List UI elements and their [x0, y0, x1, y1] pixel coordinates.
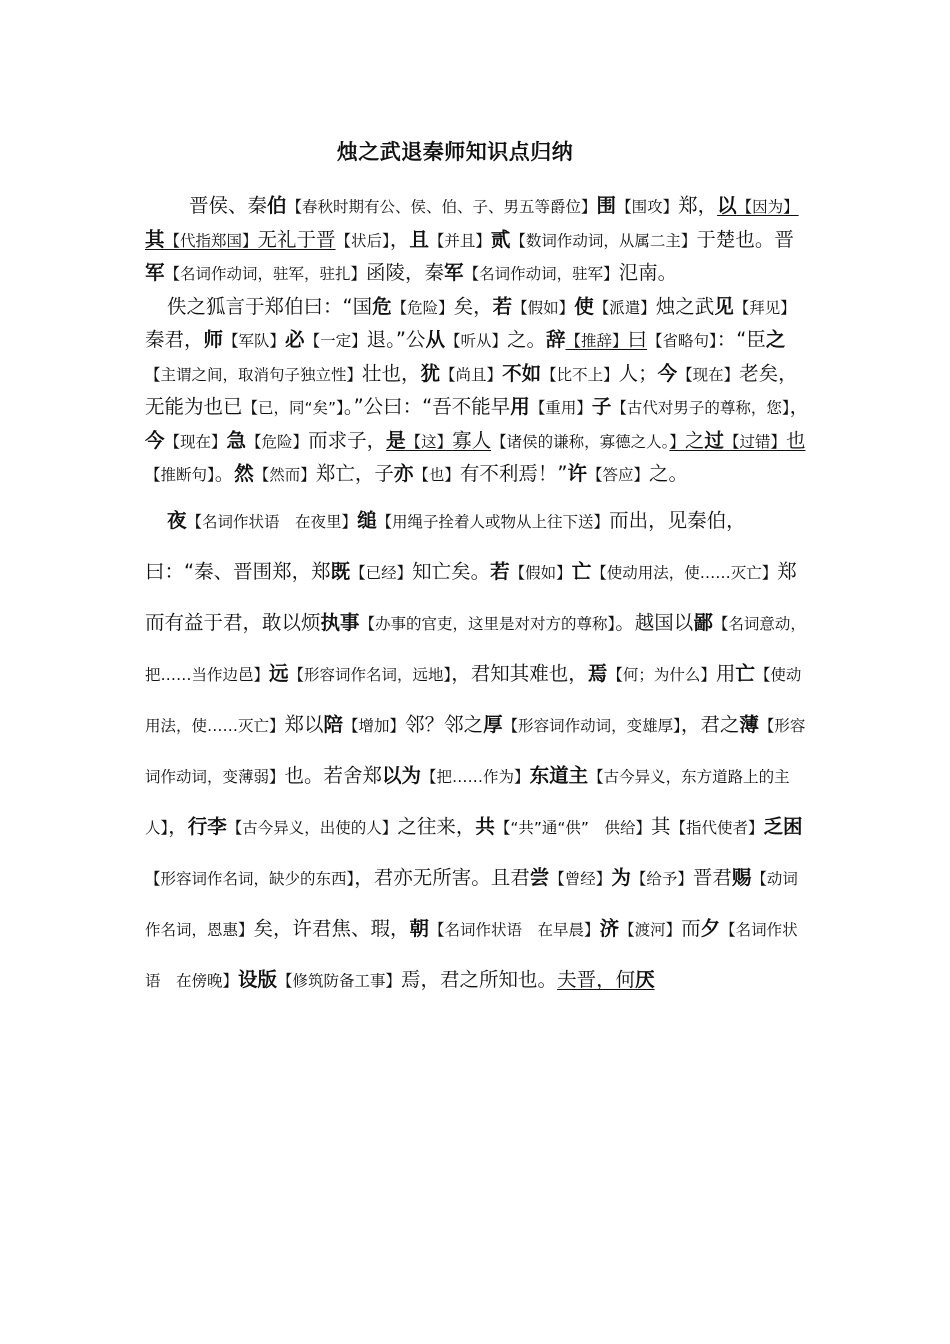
key-word: 见 [714, 294, 734, 318]
key-word: 若 [492, 294, 513, 318]
annotation: 【这】 [405, 432, 453, 451]
text-run: 其 [650, 814, 671, 838]
text-run: 。越国以 [615, 610, 694, 634]
text-run: 也 [785, 428, 806, 452]
annotation: 【形容词作动词，变薄弱】 [145, 716, 806, 786]
annotation: 【名词作动词，驻军，驻扎】 [164, 265, 367, 283]
text-run: 壮也， [362, 361, 421, 385]
annotation: 【古今异义，东方道路上的主人】 [145, 767, 790, 837]
key-word: 亦 [393, 462, 414, 485]
annotation: 】 [669, 432, 685, 451]
annotation: 【已经】 [350, 563, 413, 582]
text-run: 郑， [678, 194, 718, 217]
annotation: 【古代对男子的尊称，您】 [611, 399, 790, 417]
key-word: 行李 [187, 814, 227, 838]
key-word: 夜 [167, 508, 187, 532]
document-title: 烛之武退秦师知识点归纳 [336, 140, 574, 164]
key-word: 鄙 [693, 610, 713, 634]
annotation: 【也】 [413, 466, 460, 484]
key-word: 过 [704, 428, 724, 452]
annotation: 【指代使者】 [670, 818, 764, 837]
key-word: 今 [145, 428, 165, 452]
key-word: 以 [717, 194, 737, 217]
text-run: 。 [214, 462, 235, 485]
annotation: 【办事的官吏，这里是对对方的尊称】 [359, 614, 616, 633]
key-word: 伯 [267, 194, 287, 217]
annotation: 【已，同“矣”】 [242, 399, 344, 417]
annotation: 【用绳子拴着人或物从上往下送】 [376, 512, 610, 531]
text-run: ， [168, 814, 188, 838]
annotation: 【诸侯的谦称，寡德之人。 [491, 432, 670, 451]
key-word: 使 [574, 294, 594, 318]
text-run: 郑亡，子 [315, 462, 394, 485]
annotation: 【推辞】 [565, 332, 628, 350]
key-word: 危 [372, 294, 392, 318]
key-word: 围 [596, 194, 617, 217]
annotation: 【现在】 [677, 365, 740, 384]
text-run: 无礼于晋 [257, 227, 336, 251]
key-word: 若 [490, 559, 510, 583]
annotation: 【重用】 [529, 399, 592, 417]
annotation: 【动词作名词，恩惠】 [145, 869, 798, 939]
key-word: 亡 [571, 559, 592, 583]
text-run: 郑而有益于君，敢以烦 [145, 559, 797, 634]
annotation: 【春秋时期有公、侯、伯、子、男五等爵位】 [286, 198, 597, 216]
text-run: 之往来， [397, 814, 476, 838]
key-word: 焉 [587, 661, 608, 685]
annotation: 【名词意动，把……当作边邑】 [145, 614, 806, 684]
annotation: 【危险】 [246, 432, 309, 451]
text-run: 寡人 [452, 428, 492, 452]
text-run: 矣， [453, 294, 493, 318]
text-run: 而出，见秦伯，曰：“秦、晋围郑，郑 [145, 508, 746, 583]
key-word: 且 [409, 227, 429, 251]
annotation: 【修筑防备工事】 [277, 971, 402, 990]
text-run: 函陵，秦 [366, 261, 445, 284]
text-run: 氾南。 [618, 261, 678, 284]
annotation: 【把……作为】 [421, 767, 530, 786]
key-word: 乏困 [763, 814, 803, 838]
text-run: 老矣，无能为也已 [145, 361, 798, 418]
text-run: 焉，君之所知也。 [401, 967, 558, 991]
text-run: 郑以 [284, 712, 324, 736]
annotation: 【派遣】 [593, 298, 656, 317]
key-word: 既 [330, 559, 351, 583]
annotation: 【名词作状语 在夜里】 [186, 512, 358, 531]
text-run: ， [389, 227, 410, 251]
annotation: 【假如】 [512, 298, 575, 317]
text-run: 曰 [627, 328, 648, 351]
annotation: 【数词作动词，从属二主】 [510, 231, 697, 250]
key-word: 许 [567, 462, 587, 485]
key-word: 犹 [420, 361, 441, 385]
annotation: 【给予】 [630, 869, 693, 888]
annotation: 【渡河】 [619, 920, 682, 939]
key-word: 济 [599, 916, 620, 940]
text-run: 用 [715, 661, 736, 685]
annotation: 【拜见】 [733, 298, 796, 317]
text-run: 之。 [506, 328, 546, 351]
text-run: 而求子， [308, 428, 387, 452]
key-word: 子 [591, 395, 612, 418]
text-run: 。”公曰：“吾不能早 [343, 395, 511, 418]
key-word: 陪 [323, 712, 344, 736]
key-word: 用 [510, 395, 530, 418]
annotation: 【因为】 [736, 198, 799, 216]
text-run: 之 [684, 428, 705, 452]
key-word: 军 [444, 261, 464, 284]
annotation: 【比不上】 [541, 365, 619, 384]
text-run: 之。 [649, 462, 689, 485]
annotation: 【曾经】 [549, 869, 612, 888]
text-run: 邻？邻之 [405, 712, 484, 736]
key-word: 师 [203, 328, 224, 351]
key-word: 其 [145, 227, 165, 251]
text-run: 夫晋，何 [557, 967, 636, 991]
annotation: 【形容词作名词，远地】 [288, 665, 452, 684]
key-word: 辞 [545, 328, 566, 351]
text-run: 于楚也。晋 [696, 227, 794, 251]
text-run: 烛之武 [655, 294, 715, 318]
annotation: 【然而】 [253, 466, 316, 484]
text-run: 矣，许君焦、瑕， [253, 916, 410, 940]
paragraph-2 [145, 291, 810, 492]
text-run: 佚之狐言于郑伯曰：“国 [167, 294, 373, 318]
text-run: 人； [618, 361, 658, 385]
key-word: 设版 [238, 967, 278, 991]
key-word: 共 [475, 814, 495, 838]
text-run: 也。若舍郑 [284, 763, 383, 787]
key-word: 军 [145, 261, 165, 284]
key-word: 急 [226, 428, 247, 452]
text-run: ， [789, 395, 810, 418]
annotation: 【省略句】 [647, 332, 717, 350]
key-word: 朝 [409, 916, 430, 940]
annotation: 【形容词作名词，缺少的东西】 [145, 869, 355, 888]
key-word: 远 [269, 661, 289, 685]
text-run: 晋侯、秦 [189, 194, 268, 217]
annotation: 【危险】 [391, 298, 454, 317]
text-run: ，君亦无所害。且君 [354, 865, 530, 889]
key-word: 不如 [502, 361, 542, 385]
key-word: 东道主 [529, 763, 589, 787]
annotation: 【一定】 [304, 332, 367, 350]
key-word: 亡 [735, 661, 755, 685]
text-run: 有不利焉！” [459, 462, 568, 485]
text-run: 而 [681, 916, 701, 940]
annotation: 【围攻】 [616, 198, 679, 216]
annotation: 【推断句】 [145, 466, 215, 484]
text-run: ，君之 [680, 712, 740, 736]
annotation: 【形容词作动词，变雄厚】 [502, 716, 681, 735]
key-word: 然 [234, 462, 254, 485]
text-run: 秦君， [145, 328, 204, 351]
annotation: 【答应】 [586, 466, 649, 484]
annotation: 【名词作状语 在早晨】 [429, 920, 600, 939]
key-word: 今 [657, 361, 678, 385]
key-word: 为 [611, 865, 631, 889]
key-word: 缒 [357, 508, 377, 532]
key-word: 厌 [635, 967, 655, 991]
annotation: 【过错】 [723, 432, 786, 451]
key-word: 之 [765, 328, 786, 351]
annotation: 【假如】 [509, 563, 572, 582]
paragraph-3 [145, 496, 810, 1006]
text-run: ，君知其难也， [451, 661, 588, 685]
key-word: 厚 [483, 712, 503, 736]
annotation: 【增加】 [343, 716, 406, 735]
annotation: 【使动用法，使……灭亡】 [145, 665, 802, 735]
annotation: 【古今异义，出使的人】 [226, 818, 398, 837]
annotation: 【军队】 [223, 332, 286, 350]
document-body [145, 190, 810, 1006]
paragraph-1 [145, 190, 810, 291]
text-run: ：“臣 [716, 328, 766, 351]
text-run: 退。”公 [366, 328, 426, 351]
annotation: 【名词作状语 在傍晚】 [145, 920, 798, 990]
key-word: 以为 [382, 763, 422, 787]
annotation: 【现在】 [164, 432, 227, 451]
annotation: 【名词作动词，驻军】 [463, 265, 619, 283]
key-word: 从 [425, 328, 445, 351]
key-word: 薄 [739, 712, 759, 736]
annotation: 【何；为什么】 [607, 665, 716, 684]
annotation: 【并且】 [428, 231, 491, 250]
text-run: 知亡矣。 [412, 559, 491, 583]
key-word: 赐 [731, 865, 752, 889]
annotation: 【主谓之间，取消句子独立性】 [145, 365, 363, 384]
annotation: 【使动用法，使……灭亡】 [591, 563, 778, 582]
key-word: 尝 [529, 865, 550, 889]
key-word: 是 [386, 428, 406, 452]
annotation: 【听从】 [444, 332, 507, 350]
annotation: 【尚且】 [440, 365, 503, 384]
annotation: 【“共”通“供” 供给】 [494, 818, 651, 837]
annotation: 【状后】 [335, 231, 390, 250]
text-run: 晋君 [692, 865, 732, 889]
key-word: 必 [285, 328, 305, 351]
annotation: 【代指郑国】 [164, 231, 258, 250]
key-word: 贰 [490, 227, 511, 251]
key-word: 夕 [700, 916, 721, 940]
key-word: 执事 [320, 610, 360, 634]
